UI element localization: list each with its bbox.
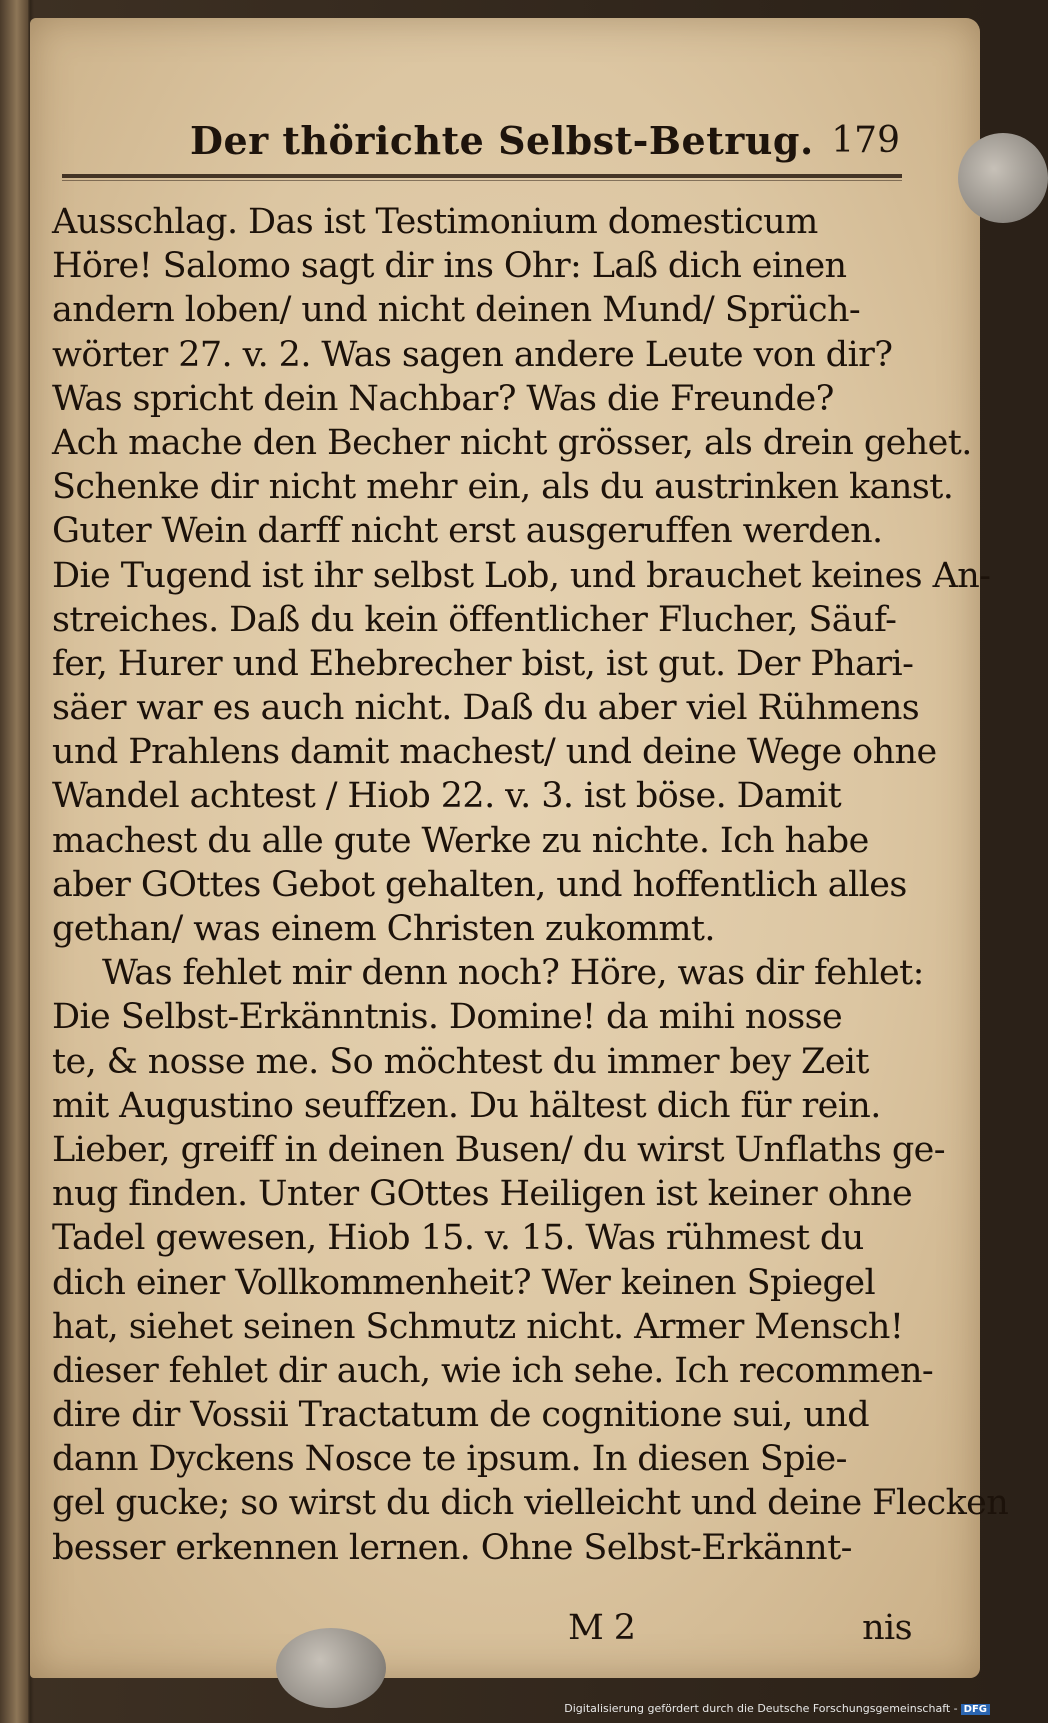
page-header (190, 118, 910, 166)
text-line: aber GOttes Gebot gehalten, und hoffentlich alles (52, 864, 907, 905)
text-line: und Prahlens damit machest/ und deine Wege ohne (52, 732, 937, 773)
text-line: Wandel achtest / Hiob 22. v. 3. ist böse. Damit (52, 776, 842, 817)
text-line-paragraph-start: Was fehlet mir denn noch? Höre, was dir fehlet: (102, 953, 924, 994)
running-title: Der thörichte Selbst-Betrug. (190, 118, 814, 163)
text-line: gethan/ was einem Christen zukommt. (52, 909, 715, 949)
text-line: fer, Hurer und Ehebrecher bist, ist gut. Der Phari- (52, 643, 914, 684)
signature-line (52, 1606, 912, 1650)
text-line: nug finden. Unter GOttes Heiligen ist keiner ohne (52, 1174, 913, 1215)
text-line: hat, siehet seinen Schmutz nicht. Armer Mensch! (52, 1306, 904, 1347)
text-line: dich einer Vollkommenheit? Wer keinen Spiegel (52, 1262, 876, 1303)
dfg-logo: DFG (961, 1704, 990, 1715)
text-line: Ach mache den Becher nicht grösser, als drein gehet. (52, 422, 972, 463)
text-line: dire dir Vossii Tractatum de cognitione sui, und (52, 1395, 869, 1436)
text-line: streiches. Daß du kein öffentlicher Flucher, Säuf- (52, 599, 897, 640)
text-line: dieser fehlet dir auch, wie ich sehe. Ich recommen- (52, 1350, 934, 1391)
text-line: Höre! Salomo sagt dir ins Ohr: Laß dich einen (52, 246, 847, 287)
text-line: Was spricht dein Nachbar? Was die Freunde? (52, 378, 834, 419)
text-line: dann Dyckens Nosce te ipsum. In diesen Spie- (52, 1439, 847, 1480)
header-rule-thin (62, 180, 902, 181)
body-text (52, 200, 1009, 1570)
header-rule (62, 174, 902, 178)
text-line: mit Augustino seuffzen. Du hältest dich für rein. (52, 1085, 881, 1126)
text-line: säer war es auch nicht. Daß du aber viel Rühmens (52, 688, 920, 729)
text-line: Lieber, greiff in deinen Busen/ du wirst Unflaths ge- (52, 1129, 945, 1170)
text-line: besser erkennen lernen. Ohne Selbst-Erkännt- (52, 1527, 852, 1568)
page-clip-top (958, 133, 1048, 223)
text-line: machest du alle gute Werke zu nichte. Ich habe (52, 820, 869, 861)
text-line: Guter Wein darff nicht erst ausgeruffen werden. (52, 511, 883, 552)
catchword: nis (862, 1608, 912, 1648)
text-line: andern loben/ und nicht deinen Mund/ Sprüch- (52, 290, 861, 331)
text-line: gel gucke; so wirst du dich vielleicht und deine Flecken (52, 1483, 1009, 1524)
page-number: 179 (831, 120, 900, 161)
credit-text: Digitalisierung gefördert durch die Deutsche Forschungsgemeinschaft - (564, 1702, 958, 1715)
digitization-credit (564, 1702, 990, 1715)
signature-mark: M 2 (568, 1608, 636, 1648)
text-line: te, & nosse me. So möchtest du immer bey Zeit (52, 1041, 869, 1082)
text-line: Ausschlag. Das ist Testimonium domesticum (52, 202, 818, 242)
text-line: Tadel gewesen, Hiob 15. v. 15. Was rühmest du (52, 1218, 864, 1259)
text-line: wörter 27. v. 2. Was sagen andere Leute von dir? (52, 334, 893, 375)
text-line: Die Selbst-Erkänntnis. Domine! da mihi nosse (52, 997, 843, 1038)
previous-page-edge (0, 0, 28, 1723)
text-line: Schenke dir nicht mehr ein, als du austrinken kanst. (52, 467, 954, 508)
text-line: Die Tugend ist ihr selbst Lob, und brauchet keines An- (52, 555, 991, 596)
